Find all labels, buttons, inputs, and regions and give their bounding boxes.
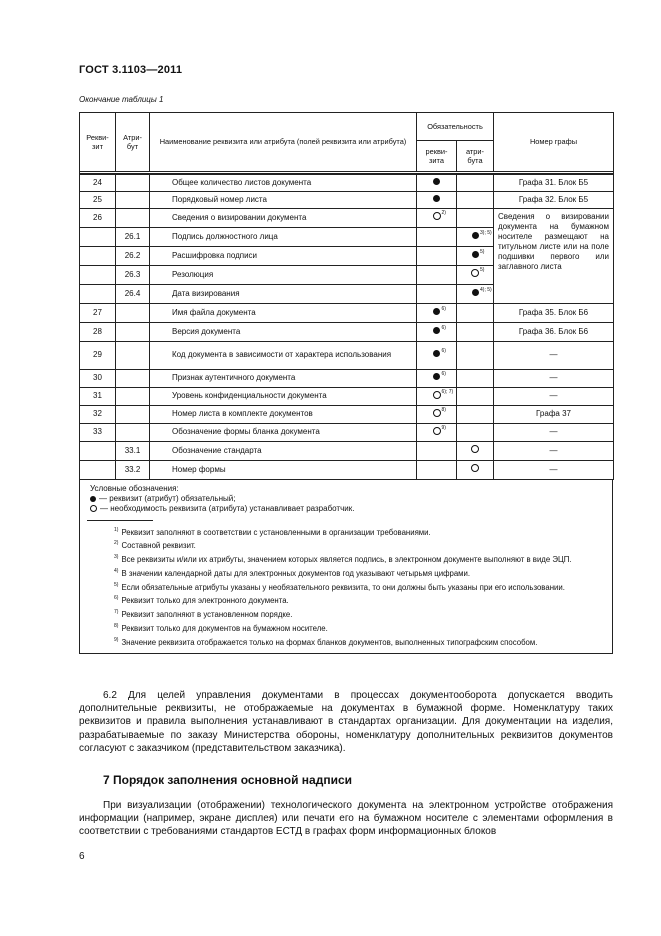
cell-mandatory-requisite [417,303,457,322]
mark [433,424,446,435]
cell-attribute [116,322,150,341]
cell-attribute: 33.2 [116,460,150,479]
mark [433,406,446,417]
table-row [80,322,614,341]
cell-mandatory-requisite [417,405,457,423]
document-header: ГОСТ 3.1103—2011 [79,64,183,76]
footnote [84,621,604,635]
cell-mandatory-attribute [457,322,494,341]
hollow-circle-icon [433,212,441,220]
cell-mandatory-attribute [457,246,494,265]
table-row [80,303,614,322]
cell-requisite [80,460,116,479]
footnote [84,566,604,580]
mark [471,286,492,297]
paragraph-7-text: При визуализации (отображении) технологического документа на электронном устройстве отображения информации (например, экране дисплея) или печати его на бумажном носителе с элементами оформления в соответствии с требованиями стандартов ЕСТД в графах форм информационных блоков [79,800,613,838]
table-row [80,460,614,479]
cell-attribute [116,423,150,441]
filled-circle-icon [472,289,479,296]
footnote-number: 6) [114,595,119,602]
hollow-circle-icon [433,391,441,399]
hollow-circle-icon [433,409,441,417]
hollow-circle-icon [471,269,479,277]
cell-graph-number: Графа 31. Блок Б5 [494,174,614,191]
cell-mandatory-requisite [417,246,457,265]
cell-attribute [116,341,150,369]
header-mandatory-requisite: рекви- зита [417,141,457,172]
footnote-number: 1) [114,526,119,533]
paragraph-6-2-text: 6.2 Для целей управления документами в процессах документооборота допускается вводить дополнительные реквизиты, не отображаемые на документах в бумажной форме. Номенклатуру таких реквизитов и правила выполнения устанавливают в стандартах организации. Для документации на изделия, разрабатываемые по заказу Министерства обороны, номенклатуру дополнительных реквизитов документов согласуют с заказчиком (представительством заказчика). [79,690,613,754]
cell-name: Сведения о визировании документа [150,208,417,227]
cell-attribute: 26.2 [116,246,150,265]
cell-mandatory-attribute [457,284,494,303]
footnote-ref: 6) [441,348,446,354]
hollow-circle-icon [471,464,479,472]
footnote [84,607,604,621]
footnote-ref: 6); 7) [441,388,454,395]
mark [471,229,492,240]
footnote-ref: 5) [480,267,485,273]
cell-requisite: 33 [80,423,116,441]
table-row [80,208,614,227]
cell-mandatory-attribute [457,369,494,387]
cell-attribute [116,208,150,227]
footnote-number: 5) [114,581,119,588]
cell-mandatory-attribute [457,441,494,460]
cell-requisite: 25 [80,191,116,208]
footnote-text: Реквизит заполняют в установленном порядке. [121,610,293,620]
cell-graph-number: — [494,460,614,479]
table-row [80,405,614,423]
cell-name: Номер листа в комплекте документов [150,405,417,423]
footnote-number: 4) [114,567,119,574]
footnote [84,525,604,539]
footnote-ref: 6) [441,371,446,377]
footnote-text: Все реквизиты и/или их атрибуты, значением которых является подпись, в электронном документе выполняют в виде ЭЦП. [121,555,572,565]
filled-circle-icon [433,350,440,357]
cell-mandatory-attribute [457,191,494,208]
mark [433,324,446,335]
table-row [80,369,614,387]
cell-mandatory-requisite [417,441,457,460]
legend-dot-text: — реквизит (атрибут) обязательный; [99,493,236,503]
footnote-ref: 4); 5) [480,286,492,293]
cell-attribute [116,405,150,423]
cell-attribute: 33.1 [116,441,150,460]
cell-mandatory-requisite [417,174,457,191]
cell-graph-number: Графа 36. Блок Б6 [494,322,614,341]
cell-graph-number: — [494,369,614,387]
footnote-text: Реквизит только для электронного документа. [121,596,289,606]
cell-name: Подпись должностного лица [150,227,417,246]
filled-circle-icon [433,308,440,315]
cell-graph-number: — [494,341,614,369]
header-mandatory: Обязательность [417,113,494,141]
mark [471,248,485,259]
mark [471,464,479,472]
cell-requisite: 31 [80,387,116,405]
filled-circle-icon [472,232,479,239]
footnote-number: 7) [114,609,119,616]
paragraph-7 [79,799,613,839]
cell-mandatory-attribute [457,423,494,441]
table-row [80,423,614,441]
cell-attribute: 26.1 [116,227,150,246]
legend-ring-row [90,504,604,514]
table-row [80,341,614,369]
cell-name: Резолюция [150,265,417,284]
cell-mandatory-requisite [417,460,457,479]
page-number: 6 [79,851,85,862]
footnote-number: 2) [114,540,119,547]
cell-graph-number: — [494,441,614,460]
cell-requisite: 30 [80,369,116,387]
filled-circle-icon [433,327,440,334]
footnote [84,552,604,566]
footnote [84,635,604,649]
cell-requisite: 27 [80,303,116,322]
filled-circle-icon [433,195,440,202]
header-attribute: Атри- бут [116,113,150,172]
cell-mandatory-attribute [457,227,494,246]
footnote-text: Реквизит заполняют в соответствии с установленными в организации требованиями. [121,527,431,537]
footnote-ref: 2) [441,210,446,216]
filled-circle-icon [472,251,479,258]
table-body [80,174,614,479]
cell-requisite [80,441,116,460]
cell-name: Обозначение формы бланка документа [150,423,417,441]
filled-circle-icon [433,178,440,185]
footnote-ref: 9) [441,424,446,431]
cell-mandatory-attribute [457,265,494,284]
footnote-number: 3) [114,554,119,561]
cell-attribute: 26.3 [116,265,150,284]
cell-attribute [116,303,150,322]
legend [80,480,612,520]
table-row [80,191,614,208]
footnotes [80,521,612,653]
cell-graph-number: — [494,423,614,441]
cell-graph-number: Графа 35. Блок Б6 [494,303,614,322]
footnote-number: 9) [114,636,119,643]
cell-mandatory-requisite [417,208,457,227]
cell-mandatory-requisite [417,387,457,405]
legend-title: Условные обозначения: [90,483,179,493]
cell-attribute [116,387,150,405]
hollow-circle-icon [433,427,441,435]
cell-mandatory-attribute [457,460,494,479]
cell-name: Номер формы [150,460,417,479]
legend-ring-text: — необходимость реквизита (атрибута) устанавливает разработчик. [100,503,355,513]
footnote-number: 8) [114,623,119,630]
filled-circle-icon [433,373,440,380]
footnote-ref: 8) [441,406,446,413]
cell-mandatory-requisite [417,322,457,341]
header-graph-number: Номер графы [494,113,614,172]
footnote-ref: 6) [441,305,446,312]
footnote-text: В значении календарной даты для электронных документов год указывают четырьмя цифрами. [121,568,471,578]
cell-graph-number: Графа 32. Блок Б5 [494,191,614,208]
cell-mandatory-requisite [417,265,457,284]
cell-attribute [116,369,150,387]
cell-name: Версия документа [150,322,417,341]
cell-requisite: 24 [80,174,116,191]
footnote-text: Значение реквизита отображается только на формах бланков документов, выполненных типографским способом. [121,637,538,647]
cell-attribute: 26.4 [116,284,150,303]
cell-mandatory-requisite [417,227,457,246]
table-row [80,174,614,191]
mark [433,305,446,316]
cell-mandatory-requisite [417,369,457,387]
cell-requisite [80,284,116,303]
cell-name: Дата визирования [150,284,417,303]
cell-name: Общее количество листов документа [150,174,417,191]
cell-name: Уровень конфиденциальности документа [150,387,417,405]
requisites-table-wrap [79,112,613,654]
cell-mandatory-requisite [417,191,457,208]
cell-mandatory-attribute [457,341,494,369]
cell-graph-number: — [494,387,614,405]
mark [433,348,446,358]
footnote-ref: 3); 5) [480,229,492,236]
cell-name: Расшифровка подписи [150,246,417,265]
cell-requisite: 29 [80,341,116,369]
mark [433,371,446,381]
cell-mandatory-attribute [457,405,494,423]
cell-name: Имя файла документа [150,303,417,322]
table-caption: Окончание таблицы 1 [79,95,164,104]
cell-requisite: 28 [80,322,116,341]
cell-mandatory-requisite [417,423,457,441]
footnote [84,538,604,552]
table-row [80,387,614,405]
section-title: 7 Порядок заполнения основной надписи [103,773,352,787]
cell-name: Признак аутентичного документа [150,369,417,387]
cell-mandatory-requisite [417,341,457,369]
header-mandatory-attribute: атри- бута [457,141,494,172]
cell-attribute [116,174,150,191]
cell-requisite [80,265,116,284]
footnote-text: Реквизит только для документов на бумажном носителе. [121,624,328,634]
cell-mandatory-attribute [457,387,494,405]
cell-requisite [80,227,116,246]
hollow-circle-icon [471,445,479,453]
cell-requisite [80,246,116,265]
cell-requisite: 26 [80,208,116,227]
footnote [84,593,604,607]
requisites-table [79,112,614,480]
cell-attribute [116,191,150,208]
header-requisite: Рекви- зит [80,113,116,172]
cell-name: Порядковый номер листа [150,191,417,208]
paragraph-6-2 [79,689,613,755]
footnote-ref: 6) [441,324,446,331]
cell-mandatory-attribute [457,174,494,191]
mark [433,195,441,203]
table-row [80,441,614,460]
cell-name: Код документа в зависимости от характера использования [150,341,417,369]
mark [471,267,485,277]
footnote-ref: 5) [480,248,485,255]
cell-mandatory-requisite [417,284,457,303]
footnote-text: Если обязательные атрибуты указаны у необязательного реквизита, то они должны быть указаны при его использовании. [121,582,565,592]
mark [433,178,441,186]
hollow-circle-icon [90,505,97,512]
mark [433,388,454,399]
cell-mandatory-attribute [457,303,494,322]
mark [433,210,446,220]
cell-requisite: 32 [80,405,116,423]
filled-circle-icon [90,496,96,502]
table-notes [79,480,613,654]
mark [471,445,479,453]
footnote [84,580,604,594]
footnote-text: Составной реквизит. [121,541,196,551]
header-name: Наименование реквизита или атрибута (полей реквизита или атрибута) [150,113,417,172]
legend-dot-row [90,494,604,504]
cell-graph-number: Графа 37 [494,405,614,423]
cell-mandatory-attribute [457,208,494,227]
cell-name: Обозначение стандарта [150,441,417,460]
cell-graph-number: Сведения о визировании документа на бумажном носителе размещают на титульном листе или на поле подшивки первого или заглавного листа [494,208,614,303]
